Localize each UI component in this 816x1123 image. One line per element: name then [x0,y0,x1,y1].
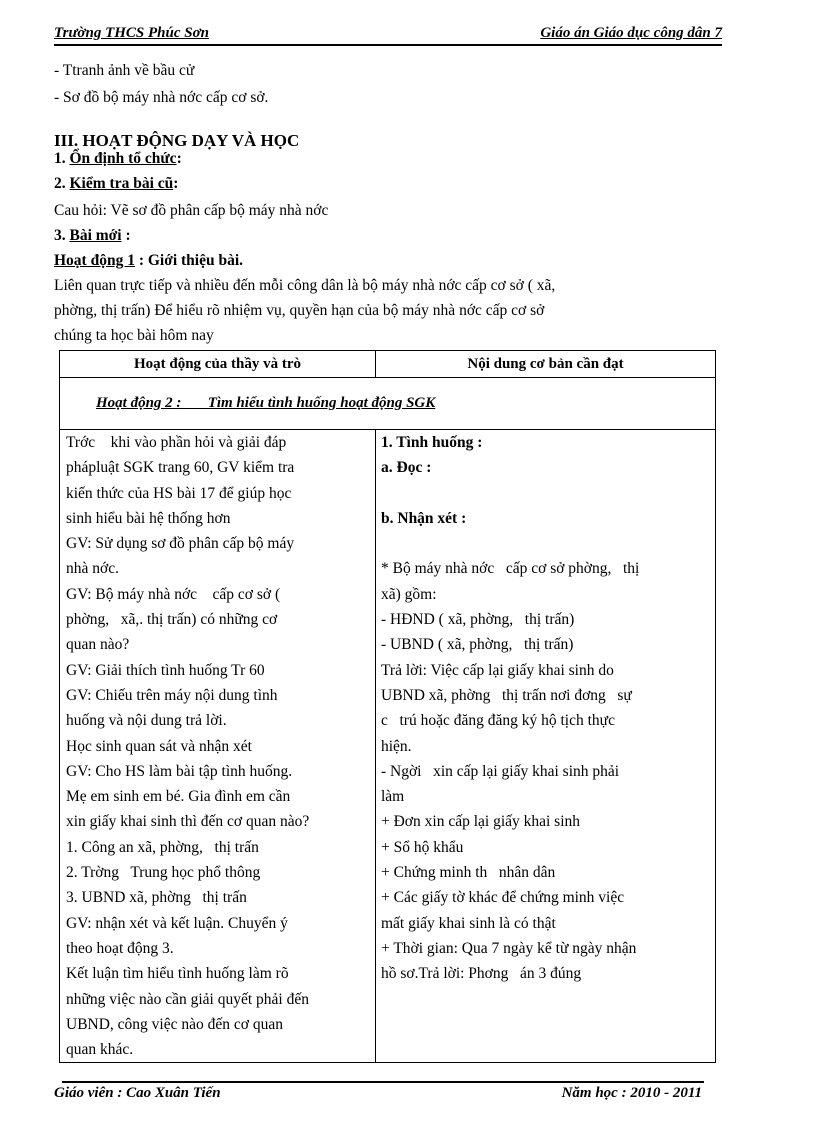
footer-divider [62,1081,704,1083]
step-number: 3. [54,227,70,244]
table-text-line: hồ sơ.Trả lời: Phơng án 3 đúng [381,965,582,983]
table-text-line: sinh hiểu bài hệ thống hơn [66,509,231,527]
activity-title: : Giới thiệu bài. [134,252,244,269]
table-text-line: - Ngời xin cấp lại giấy khai sinh phải [381,762,620,780]
step-label: Ổn định tổ chức [69,150,177,167]
table-text-line: Mẹ em sinh em bé. Gia đình em cần [66,788,291,806]
material-item: - Ttranh ảnh về bầu cử [54,62,195,79]
document-title: Giáo án Giáo dục công dân 7 [540,25,722,41]
table-text-line: xã) gồm: [381,585,437,603]
step-number: 2. [54,175,70,192]
table-text-line: GV: Cho HS làm bài tập tình huống. [66,762,293,780]
column-header-content: Nội dung cơ bản cần đạt [376,351,716,378]
page-header [54,24,722,46]
column-header-activities: Hoạt động của thầy và trò [60,351,376,378]
table-text-line: kiến thức của HS bài 17 để giúp học [66,484,292,502]
activity-label: Hoạt động 1 [54,252,135,269]
content-heading: a. Đọc : [381,459,432,477]
table-text-line: Học sinh quan sát và nhận xét [66,737,252,755]
teacher-student-activities [60,430,376,1063]
step-colon: : [121,227,131,244]
section-title: III. HOẠT ĐỘNG DẠY VÀ HỌC [54,131,300,150]
table-text-line: UBND xã, phờng thị trấn nơi đơng sự [381,686,632,704]
table-text-line: + Chứng minh th nhân dân [381,864,556,882]
intro-paragraph-line: phờng, thị trấn) Để hiểu rõ nhiệm vụ, quyền hạn của bộ máy nhà nớc cấp cơ sở [54,302,545,319]
table-text-line: theo hoạt động 3. [66,939,174,957]
table-text-line: huống và nội dung trả lời. [66,712,227,730]
table-text-line: GV: Giải thích tình huống Tr 60 [66,661,265,679]
table-text-line: Trả lời: Việc cấp lại giấy khai sinh do [381,661,614,679]
activity-2-row [60,378,716,430]
table-text-line: UBND, công việc nào đến cơ quan [66,1015,283,1033]
expected-content [376,430,716,1063]
table-text-line: những việc nào cần giải quyết phải đến [66,990,309,1008]
step-colon: : [173,175,179,192]
table-text-line: GV: Sử dụng sơ đồ phân cấp bộ máy [66,535,295,553]
table-text-line: nhà nớc. [66,560,119,578]
table-text-line: làm [381,788,405,806]
activity-2-title: Tìm hiểu tình huống hoạt động SGK [181,395,436,411]
table-text-line: c trú hoặc đăng đăng ký hộ tịch thực [381,712,615,730]
table-text-line: hiện. [381,737,412,755]
table-text-line: - UBND ( xã, phờng, thị trấn) [381,636,574,654]
content-heading: 1. Tình huống : [381,434,483,451]
table-text-line: + Đơn xin cấp lại giấy khai sinh [381,813,581,831]
table-text-line: Trớc khi vào phần hỏi và giải đáp [66,434,287,451]
activity-2-label: Hoạt động 2 : [96,395,182,411]
step-label: Bài mới [69,227,122,244]
step-2 [54,175,178,193]
school-name: Trường THCS Phúc Sơn [54,25,209,41]
table-text-line: quan khác. [66,1041,134,1059]
table-text-line: 1. Công an xã, phờng, thị trấn [66,838,259,856]
table-text-line: * Bộ máy nhà nớc cấp cơ sở phờng, thị [381,560,640,578]
table-text-line: GV: Bộ máy nhà nớc cấp cơ sở ( [66,585,281,603]
table-text-line: xin giấy khai sinh thì đến cơ quan nào? [66,813,310,831]
step-colon: : [176,150,182,167]
table-text-line: 3. UBND xã, phờng thị trấn [66,889,247,907]
material-item: - Sơ đồ bộ máy nhà nớc cấp cơ sở. [54,89,269,106]
review-question: Cau hỏi: Vẽ sơ đồ phân cấp bộ máy nhà nớc [54,202,329,219]
table-text-line: Kết luận tìm hiểu tình huống làm rõ [66,965,289,983]
step-number: 1. [54,150,70,167]
table-text-line: 2. Trờng Trung học phổ thông [66,864,261,882]
step-label: Kiểm tra bài cũ [69,175,174,192]
table-text-line: + Sổ hộ khẩu [381,838,464,856]
lesson-table [59,350,716,1063]
activity-1 [54,252,243,270]
table-text-line: mất giấy khai sinh là có thật [381,914,556,932]
table-text-line: GV: Chiếu trên máy nội dung tình [66,686,278,704]
table-text-line: - HĐND ( xã, phờng, thị trấn) [381,611,575,629]
table-text-line: phápluật SGK trang 60, GV kiểm tra [66,459,295,477]
table-text-line: phờng, xã,. thị trấn) có những cơ [66,611,278,629]
teacher-name: Giáo viên : Cao Xuân Tiến [54,1085,221,1101]
step-1 [54,150,182,168]
intro-paragraph-line: Liên quan trực tiếp và nhiều đến mỗi công dân là bộ máy nhà nớc cấp cơ sở ( xã, [54,277,556,294]
table-text-line: + Các giấy tờ khác để chứng minh việc [381,889,625,907]
school-year: Năm học : 2010 - 2011 [561,1085,702,1101]
table-text-line: GV: nhận xét và kết luận. Chuyển ý [66,914,288,932]
step-3 [54,227,131,245]
intro-paragraph-line: chúng ta học bài hôm nay [54,327,214,344]
table-text-line: quan nào? [66,636,130,654]
table-text-line: + Thời gian: Qua 7 ngày kể từ ngày nhận [381,939,637,957]
content-heading: b. Nhận xét : [381,509,467,527]
